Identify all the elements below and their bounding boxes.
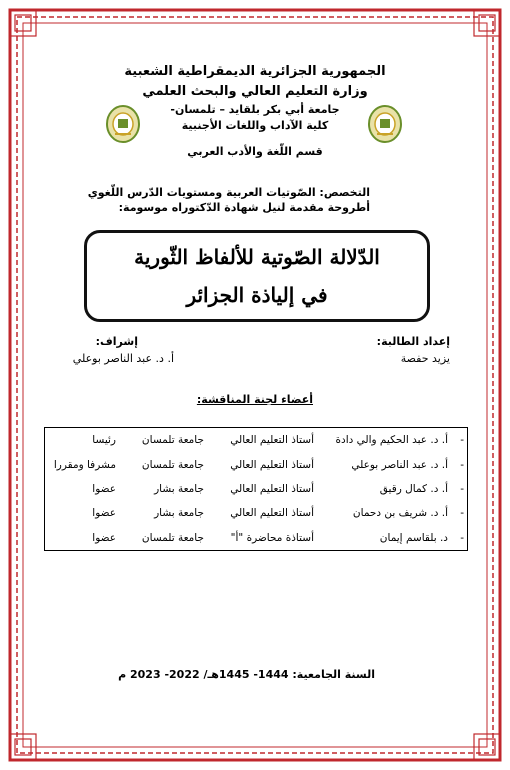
- member-institution: جامعة بشار: [154, 482, 204, 495]
- dash: -: [460, 507, 464, 520]
- member-rank: أستاذ التعليم العالي: [230, 434, 314, 447]
- member-name: أ. د. عبد الحكيم والي دادة: [335, 434, 448, 447]
- committee-row: [45, 501, 468, 525]
- member-name: د. بلقاسم إيمان: [379, 531, 448, 544]
- member-rank: أستاذ التعليم العالي: [230, 482, 314, 495]
- committee-table: [44, 427, 468, 551]
- university-seal-icon: [367, 104, 403, 144]
- committee-row: [45, 526, 468, 551]
- academic-year: السنة الجامعية: 1444- 1445هـ/ 2022- 2023 م: [118, 668, 375, 681]
- member-rank: أستاذة محاضرة "أ": [230, 531, 314, 544]
- dash: -: [460, 482, 464, 495]
- member-institution: جامعة تلمسان: [141, 434, 204, 447]
- specialty: التخصص: الصّوتيات العربية ومستويات الدّرس اللّغوي: [87, 186, 370, 199]
- thesis-note: أطروحة مقدمة لنيل شهادة الدّكتوراه موسومة:: [118, 201, 370, 214]
- thesis-title-line-2: في إلياذة الجزائر: [186, 283, 328, 307]
- student-name: يزيد حفصة: [400, 352, 450, 365]
- dash: -: [460, 434, 464, 447]
- university-seal-icon: [105, 104, 141, 144]
- member-institution: جامعة بشار: [154, 507, 204, 520]
- faculty-name: كلية الآداب واللغات الأجنبية: [181, 119, 329, 132]
- supervision-label: إشراف:: [95, 335, 138, 348]
- supervisor-name: أ. د. عبد الناصر بوعلي: [72, 352, 174, 365]
- member-institution: جامعة تلمسان: [141, 458, 204, 471]
- committee-heading: أعضاء لجنة المناقشة:: [196, 393, 313, 406]
- member-role: عضوا: [92, 482, 116, 495]
- department-name: قسم اللّغة والأدب العربي: [187, 145, 323, 158]
- dash: -: [460, 458, 464, 471]
- member-rank: أستاذ التعليم العالي: [230, 458, 314, 471]
- thesis-title-box: [84, 230, 430, 322]
- university-name: جامعة أبي بكر بلقايد – تلمسان-: [170, 103, 340, 116]
- member-name: أ. د. شريف بن دحمان: [352, 507, 448, 520]
- member-institution: جامعة تلمسان: [141, 531, 204, 544]
- member-name: أ. د. عبد الناصر بوعلي: [351, 458, 448, 471]
- member-role: عضوا: [92, 507, 116, 520]
- committee-row: [45, 477, 468, 501]
- member-role: رئيسا: [92, 434, 116, 447]
- member-name: أ. د. كمال رقيق: [379, 482, 448, 495]
- dash: -: [460, 531, 464, 544]
- committee-row: [45, 452, 468, 476]
- committee-row: [45, 428, 468, 453]
- member-rank: أستاذ التعليم العالي: [230, 507, 314, 520]
- prepared-by-label: إعداد الطالبة:: [376, 335, 450, 348]
- republic-name: الجمهورية الجزائرية الديمقراطية الشعبية: [124, 64, 386, 79]
- member-role: مشرفا ومقررا: [53, 458, 116, 471]
- member-role: عضوا: [92, 531, 116, 544]
- ministry-name: وزارة التعليم العالي والبحث العلمي: [142, 84, 368, 99]
- thesis-title-line-1: الدّلالة الصّوتية للألفاظ الثّورية: [134, 245, 380, 269]
